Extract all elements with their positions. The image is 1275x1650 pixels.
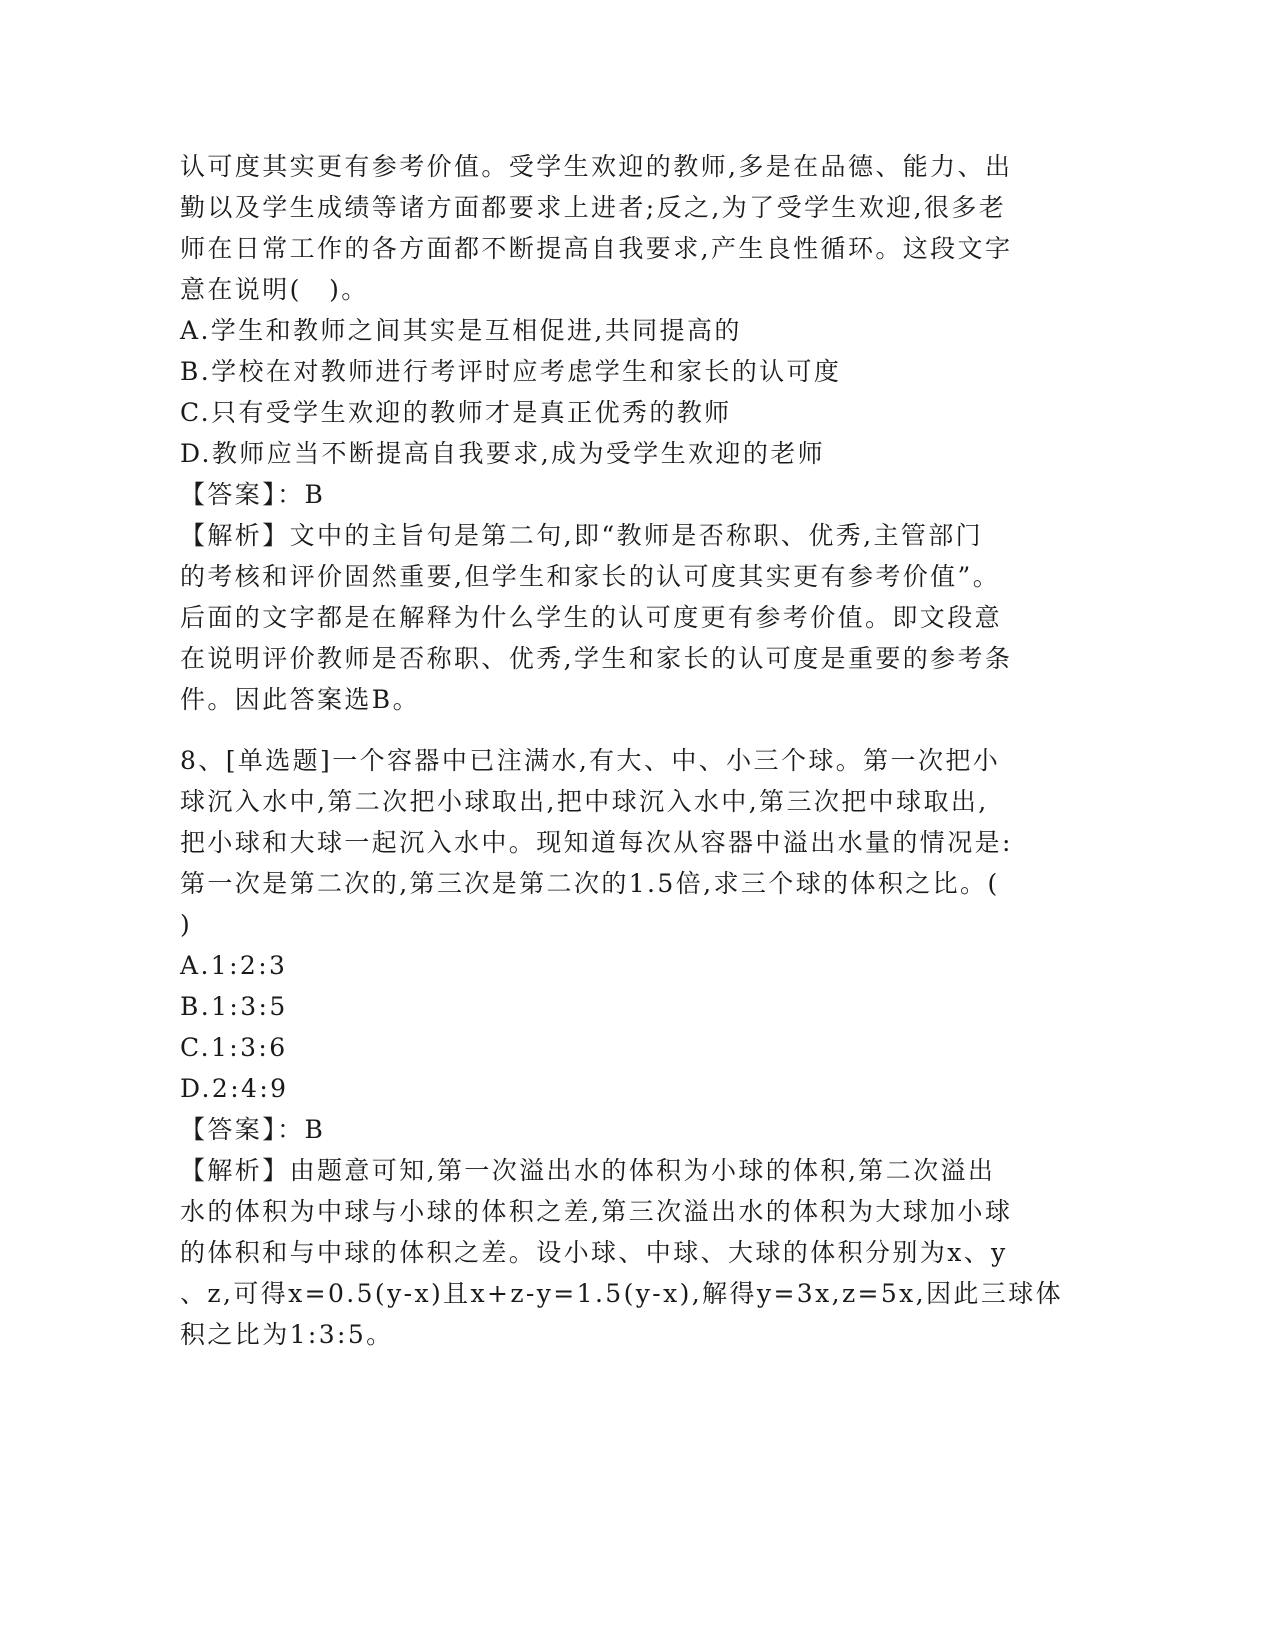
text-line: 8、[单选题]一个容器中已注满水,有大、中、小三个球。第一次把小 xyxy=(180,746,1001,775)
text-line: ) xyxy=(180,910,193,939)
option-c: C.1:3:6 xyxy=(180,1033,288,1062)
question-8-analysis xyxy=(180,1150,1064,1355)
question-7-analysis xyxy=(180,515,1030,720)
option-b: B.1:3:5 xyxy=(180,992,288,1021)
text-line: 球沉入水中,第二次把小球取出,把中球沉入水中,第三次把中球取出, xyxy=(180,787,989,816)
text-line: 的体积和与中球的体积之差。设小球、中球、大球的体积分别为x、y xyxy=(180,1238,1008,1267)
text-line: 后面的文字都是在解释为什么学生的认可度更有参考价值。即文段意 xyxy=(180,603,1003,632)
document-page xyxy=(180,146,1064,1355)
text-line: 第一次是第二次的,第三次是第二次的1.5倍,求三个球的体积之比。( xyxy=(180,869,1000,898)
text-line: 认可度其实更有参考价值。受学生欢迎的教师,多是在品德、能力、出 xyxy=(180,152,1013,181)
option-a: A.学生和教师之间其实是互相促进,共同提高的 xyxy=(180,316,742,345)
option-d: D.2:4:9 xyxy=(180,1074,289,1103)
text-line: 积之比为1:3:5。 xyxy=(180,1320,394,1349)
text-line: 意在说明( )。 xyxy=(180,275,369,304)
question-8-stem xyxy=(180,740,1030,945)
option-c: C.只有受学生欢迎的教师才是真正优秀的教师 xyxy=(180,398,732,427)
question-7-options xyxy=(180,310,1030,474)
text-line: 、z,可得x=0.5(y-x)且x+z-y=1.5(y-x),解得y=3x,z=5x,因此三球体 xyxy=(180,1279,1064,1308)
text-line: 【解析】文中的主旨句是第二句,即“教师是否称职、优秀,主管部门 xyxy=(180,521,984,550)
question-7-answer: 【答案】：B xyxy=(180,480,326,509)
text-line: 水的体积为中球与小球的体积之差,第三次溢出水的体积为大球加小球 xyxy=(180,1197,1013,1226)
text-line: 把小球和大球一起沉入水中。现知道每次从容器中溢出水量的情况是: xyxy=(180,828,1013,857)
question-8-answer: 【答案】：B xyxy=(180,1115,326,1144)
option-d: D.教师应当不断提高自我要求,成为受学生欢迎的老师 xyxy=(180,439,826,468)
text-line: 勤以及学生成绩等诸方面都要求上进者;反之,为了受学生欢迎,很多老 xyxy=(180,193,1007,222)
text-line: 件。因此答案选B。 xyxy=(180,685,420,714)
text-line: 的考核和评价固然重要,但学生和家长的认可度其实更有参考价值”。 xyxy=(180,562,1001,591)
question-spacer xyxy=(180,720,1030,740)
option-a: A.1:2:3 xyxy=(180,951,288,980)
question-7-stem xyxy=(180,146,1030,310)
text-line: 师在日常工作的各方面都不断提高自我要求,产生良性循环。这段文字 xyxy=(180,234,1013,263)
question-8-options xyxy=(180,945,1030,1109)
option-b: B.学校在对教师进行考评时应考虑学生和家长的认可度 xyxy=(180,357,842,386)
text-line: 【解析】由题意可知,第一次溢出水的体积为小球的体积,第二次溢出 xyxy=(180,1156,996,1185)
text-line: 在说明评价教师是否称职、优秀,学生和家长的认可度是重要的参考条 xyxy=(180,644,1013,673)
